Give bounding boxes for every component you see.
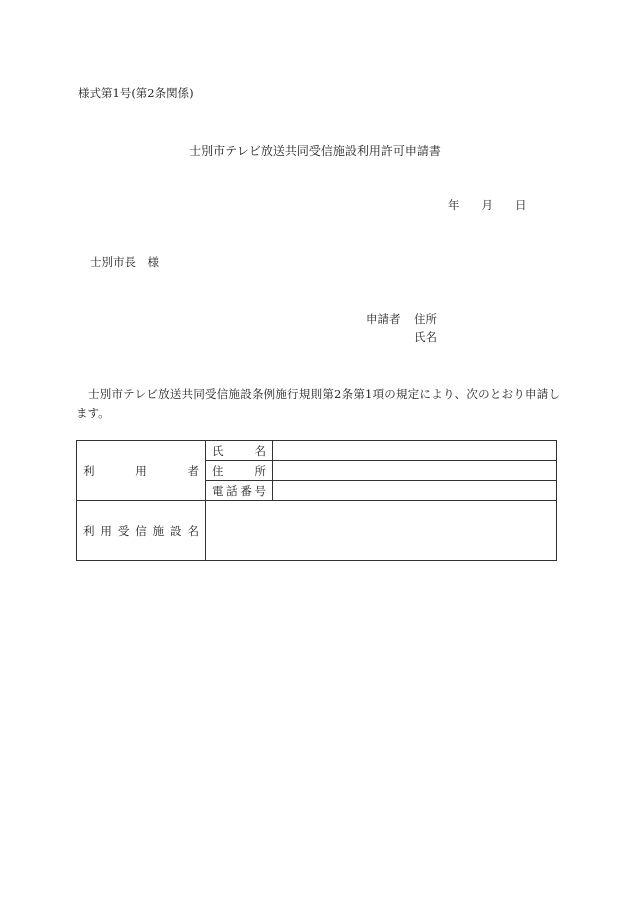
name-label: 氏 名 bbox=[212, 443, 266, 458]
facility-name-field[interactable] bbox=[206, 501, 557, 561]
facility-label-cell bbox=[77, 501, 206, 561]
date-day-label: 日 bbox=[515, 198, 527, 212]
date-month-label: 月 bbox=[481, 198, 493, 212]
user-label: 利 用 者 bbox=[83, 463, 199, 478]
user-label-cell bbox=[77, 441, 206, 501]
body-text: 士別市テレビ放送共同受信施設条例施行規則第2条第1項の規定により、次のとおり申請します。 bbox=[76, 387, 560, 420]
document-title: 士別市テレビ放送共同受信施設利用許可申請書 bbox=[189, 144, 441, 158]
addressee: 士別市長 様 bbox=[90, 255, 159, 269]
table-row-facility bbox=[77, 501, 557, 561]
table-row-name bbox=[77, 441, 557, 461]
applicant-label: 申請者 bbox=[366, 312, 401, 326]
application-table bbox=[76, 440, 557, 561]
date-line bbox=[448, 200, 527, 212]
form-number: 様式第1号(第2条関係) bbox=[78, 86, 194, 100]
date-year-label: 年 bbox=[448, 198, 460, 212]
name-label-cell bbox=[206, 441, 273, 461]
phone-label: 電 話 番 号 bbox=[212, 483, 266, 498]
name-field[interactable] bbox=[273, 441, 557, 461]
phone-label-cell bbox=[206, 481, 273, 501]
address-label-cell bbox=[206, 461, 273, 481]
applicant-name-label: 氏名 bbox=[414, 330, 437, 344]
applicant-address-label: 住所 bbox=[414, 312, 437, 326]
address-label: 住 所 bbox=[212, 463, 266, 478]
address-field[interactable] bbox=[273, 461, 557, 481]
facility-label: 利 用 受 信 施 設 名 bbox=[83, 523, 199, 538]
phone-field[interactable] bbox=[273, 481, 557, 501]
